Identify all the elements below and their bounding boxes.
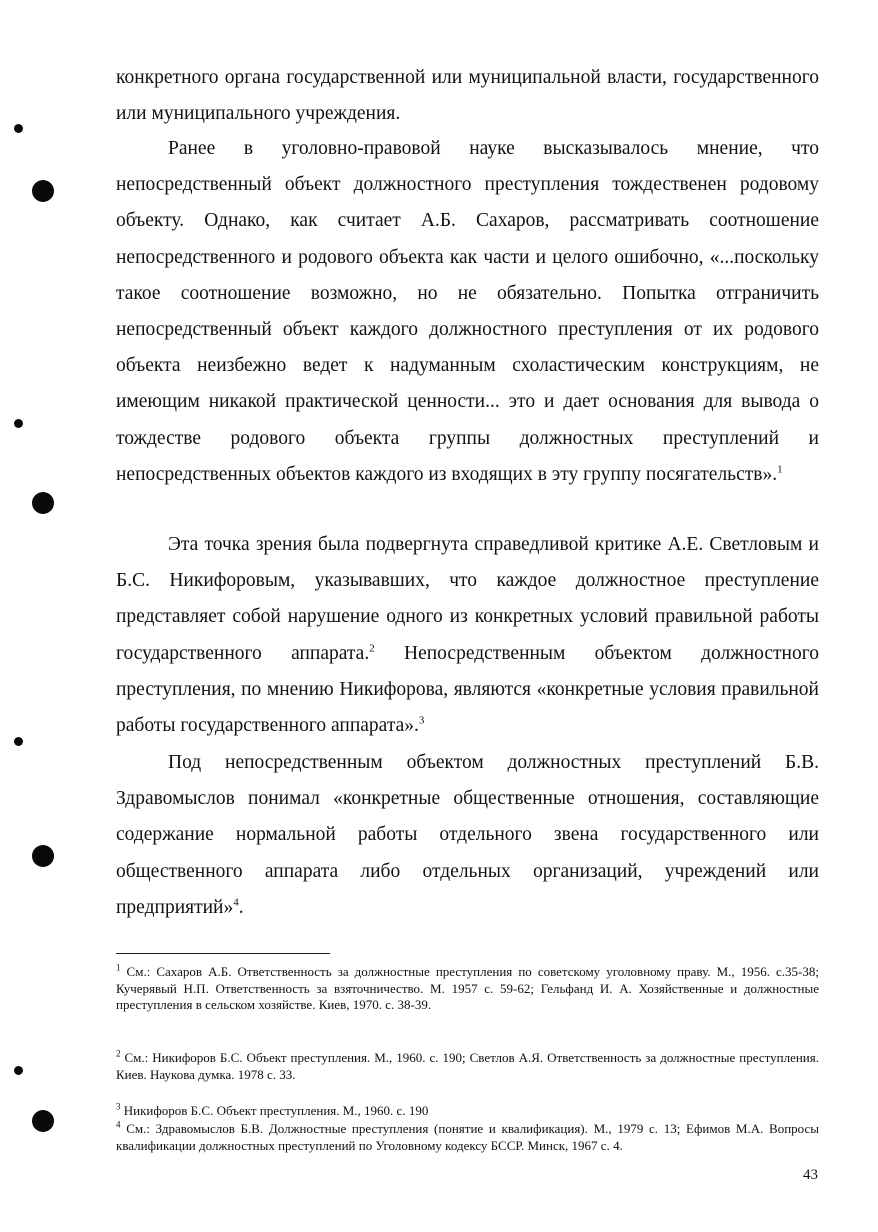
footnote-4 bbox=[116, 1121, 819, 1154]
paragraph-text: Ранее в уголовно-правовой науке высказывалось мнение, что непосредственный объект должностного преступления тождественен родовому объекту. Однако, как считает А.Б. Сахаров, рассматривать соотношение непосредственного и родового объекта как части и целого ошибочно, «...поскольку такое соотношение возможно, но не обязательно. Попытка отграничить непосредственный объект каждого должностного преступления от их родового объекта неизбежно ведет к надуманным схоластическим конструкциям, не имеющим никакой практической ценности... это и дает основания для вывода о тождестве родового объекта группы должностных преступлений и непосредственных объектов каждого из входящих в эту группу посягательств». bbox=[116, 138, 819, 485]
paragraph-continuation bbox=[116, 60, 819, 132]
paragraph-text: конкретного органа государственной или муниципальной власти, государственного или муниципального учреждения. bbox=[116, 67, 819, 125]
paragraph-zdravomyslov bbox=[116, 745, 819, 926]
page-number: 43 bbox=[803, 1167, 818, 1183]
footnote-number: 4 bbox=[116, 1119, 121, 1130]
paragraph-sakharov bbox=[116, 131, 819, 493]
binder-hole bbox=[32, 845, 54, 867]
footnote-text: См.: Сахаров А.Б. Ответственность за должностные преступления по советскому уголовному праву. М., 1956. с.35-38; Кучерявый Н.П. Ответственность за взяточничество. М. 1957 с. 59-62; Гельфанд И. А. Хозяйственные и должностные преступления в сельском хозяйстве. Киев, 1970. с. 38-39. bbox=[116, 964, 819, 1012]
binder-hole bbox=[32, 1110, 54, 1132]
binder-hole-small bbox=[14, 1066, 23, 1075]
footnote-number: 3 bbox=[116, 1101, 121, 1112]
footnote-text: Никифоров Б.С. Объект преступления. М., 1960. с. 190 bbox=[120, 1103, 429, 1118]
footnote-1 bbox=[116, 964, 819, 1014]
footnote-ref: 4 bbox=[233, 896, 239, 909]
footnote-divider bbox=[116, 953, 330, 954]
paragraph-text: Непосредственным объектом должностного преступления, по мнению Никифорова, являются «конкретные условия правильной работы государственного аппарата». bbox=[116, 642, 819, 737]
footnote-ref: 1 bbox=[777, 463, 783, 476]
paragraph-criticism bbox=[116, 527, 819, 744]
paragraph-text: Эта точка зрения была подвергнута справедливой критике А.Е. Светловым и Б.С. Никифоровым, указывавших, что каждое должностное преступление представляет собой нарушение одного из конкретных условий правильной работы государственного аппарата. bbox=[116, 534, 819, 664]
binder-hole bbox=[32, 180, 54, 202]
binder-hole-small bbox=[14, 737, 23, 746]
binder-hole-small bbox=[14, 124, 23, 133]
footnote-number: 1 bbox=[116, 962, 121, 973]
paragraph-text: . bbox=[238, 896, 244, 918]
binder-hole bbox=[32, 492, 54, 514]
footnote-3 bbox=[116, 1103, 819, 1120]
footnote-ref: 3 bbox=[418, 714, 425, 727]
binder-hole-small bbox=[14, 419, 23, 428]
footnote-ref: 2 bbox=[369, 642, 375, 655]
footnote-2 bbox=[116, 1050, 819, 1083]
footnote-number: 2 bbox=[116, 1048, 121, 1059]
footnote-text: См.: Здравомыслов Б.В. Должностные преступления (понятие и квалификация). М., 1979 с. 13; Ефимов М.А. Вопросы квалификации должностных преступлений по Уголовному кодексу БССР. Минск, 1967 с. 4. bbox=[116, 1121, 819, 1153]
footnote-text: См.: Никифоров Б.С. Объект преступления. М., 1960. с. 190; Светлов А.Я. Ответственность за должностные преступления. Киев. Наукова думка. 1978 с. 33. bbox=[116, 1050, 819, 1082]
paragraph-text: Под непосредственным объектом должностных преступлений Б.В. Здравомыслов понимал «конкретные общественные отношения, составляющие содержание нормальной работы отдельного звена государственного или общественного аппарата либо отдельных организаций, учреждений или предприятий» bbox=[116, 752, 819, 918]
